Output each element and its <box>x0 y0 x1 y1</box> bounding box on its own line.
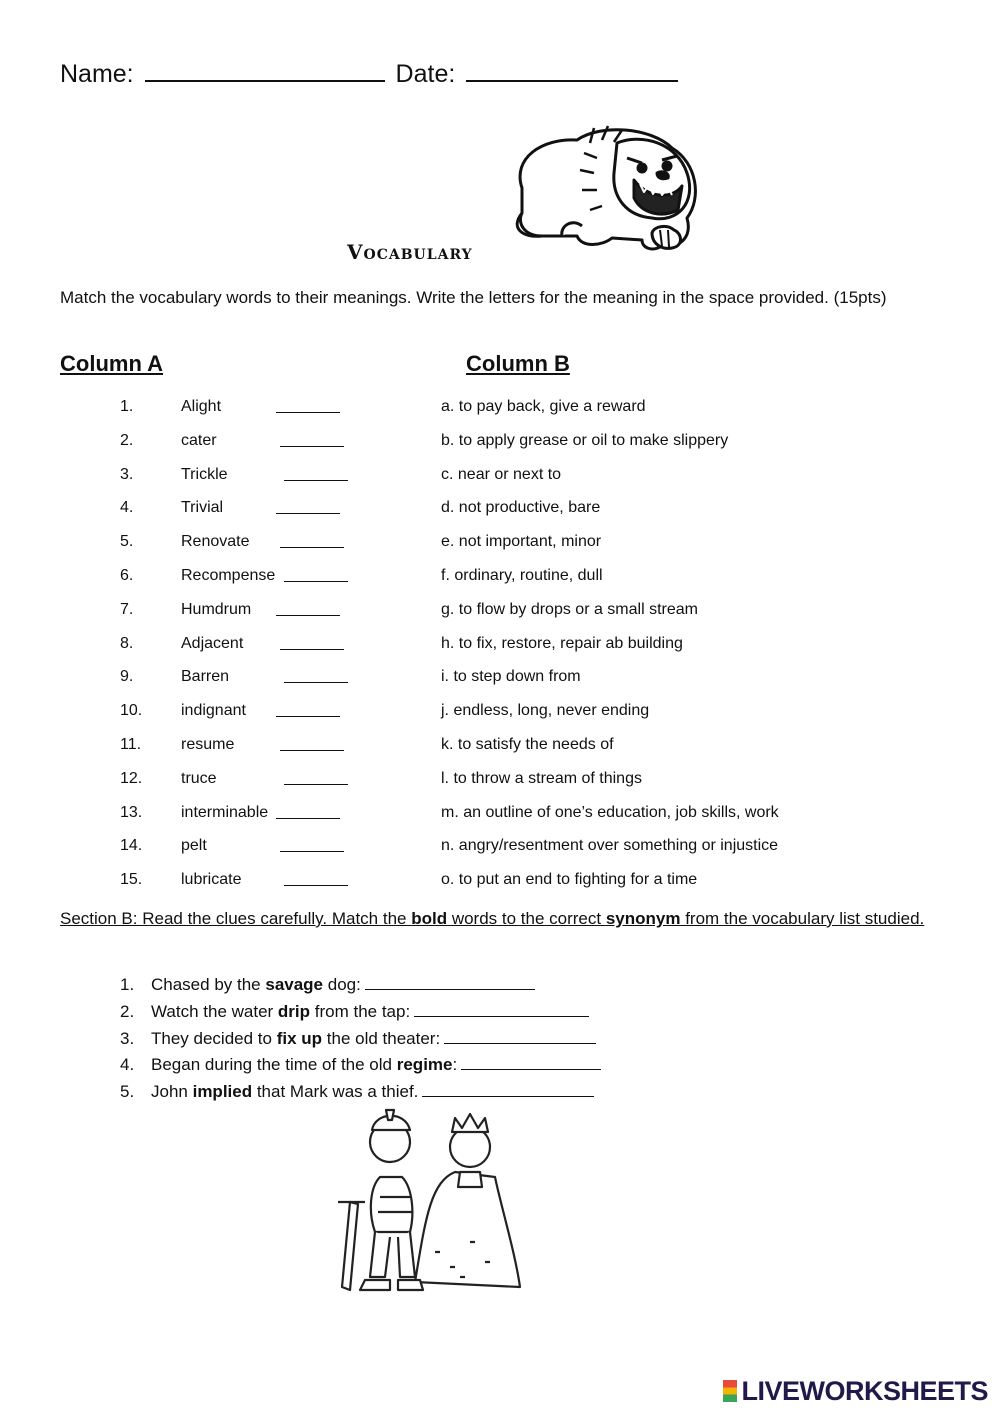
vocab-word: pelt <box>181 837 207 855</box>
vocab-word: Recompense <box>181 567 276 584</box>
item-number: 6. <box>120 567 134 584</box>
matching-row <box>0 837 1000 871</box>
matching-row <box>0 533 1000 567</box>
section-b-bold-2: synonym <box>605 909 681 928</box>
section-b-bold-1: bold <box>411 909 448 928</box>
vocab-word: cater <box>181 431 217 449</box>
meaning-text: b. to apply grease or oil to make slippery <box>441 431 729 449</box>
clue-bold-word: regime <box>396 1055 453 1075</box>
meaning-text: k. to satisfy the needs of <box>441 736 614 753</box>
meaning-text: n. angry/resentment over something or injustice <box>441 837 779 855</box>
item-number: 11. <box>120 736 142 753</box>
clue-item <box>120 1027 596 1049</box>
matching-row <box>0 736 1000 770</box>
meaning-text: g. to flow by drops or a small stream <box>441 600 698 618</box>
item-number: 15. <box>120 871 143 889</box>
item-number: 7. <box>120 600 134 618</box>
prince-princess-illustration <box>320 1102 550 1300</box>
vocab-word: Humdrum <box>181 600 252 618</box>
meaning-text: e. not important, minor <box>441 533 602 551</box>
item-number: 13. <box>120 803 143 821</box>
clue-text-pre: They decided to <box>151 1028 277 1048</box>
worksheet-title: Vocabulary <box>347 240 473 264</box>
clue-number: 5. <box>120 1082 135 1102</box>
clue-text-post: : <box>452 1055 458 1075</box>
footer-brand: LIVEWORKSHEETS <box>741 1376 988 1406</box>
matching-row <box>0 601 1000 635</box>
name-field[interactable] <box>145 58 385 82</box>
item-number: 2. <box>120 431 134 449</box>
meaning-text: h. to fix, restore, repair ab building <box>441 634 683 652</box>
vocab-word: Renovate <box>181 533 250 551</box>
vocab-word: Trivial <box>181 499 224 517</box>
matching-row <box>0 432 1000 466</box>
item-number: 12. <box>120 769 143 787</box>
meaning-text: f. ordinary, routine, dull <box>441 567 603 584</box>
clue-text-post: dog: <box>323 975 361 994</box>
matching-row <box>0 499 1000 533</box>
clue-answer-blank[interactable] <box>461 1053 601 1070</box>
item-number: 10. <box>120 702 143 720</box>
liveworksheets-logo-mark-icon <box>723 1380 737 1402</box>
clue-bold-word: drip <box>277 1001 311 1021</box>
vocab-word: interminable <box>181 803 269 821</box>
section-b-text-1: Section B: Read the clues carefully. Match the <box>60 909 412 928</box>
matching-row <box>0 702 1000 736</box>
bulldog-illustration <box>502 118 712 254</box>
matching-row <box>0 398 1000 432</box>
column-b-heading: Column B <box>466 351 570 376</box>
clue-number: 2. <box>120 1001 135 1021</box>
item-number: 14. <box>120 837 143 855</box>
vocab-word: truce <box>181 769 217 787</box>
vocab-word: Barren <box>181 668 230 686</box>
section-b-instructions <box>60 906 940 932</box>
clue-item <box>120 1000 589 1022</box>
clue-text-pre: John <box>151 1082 193 1102</box>
matching-row <box>0 635 1000 669</box>
clue-bold-word: implied <box>192 1082 253 1102</box>
section-b-text-3: from the vocabulary list studied. <box>680 909 925 928</box>
clue-bold-word: fix up <box>276 1028 323 1048</box>
meaning-text: j. endless, long, never ending <box>441 702 650 720</box>
item-number: 4. <box>120 499 134 517</box>
matching-row <box>0 466 1000 500</box>
clue-item <box>120 1053 601 1075</box>
instructions: Match the vocabulary words to their meanings. Write the letters for the meaning in the space provided. (15pts) <box>60 288 887 307</box>
name-label: Name: <box>60 60 134 88</box>
vocab-word: indignant <box>181 702 246 720</box>
item-number: 5. <box>120 533 134 551</box>
item-number: 9. <box>120 668 134 686</box>
section-b-text-2: words to the correct <box>447 909 606 928</box>
name-date-header <box>60 58 682 89</box>
vocab-word: Adjacent <box>181 634 244 652</box>
vocab-word: Trickle <box>181 465 228 483</box>
column-a-heading: Column A <box>60 351 164 376</box>
liveworksheets-logo <box>723 1376 988 1407</box>
clue-text-post: from the tap: <box>310 1001 411 1021</box>
clue-item <box>120 1080 594 1102</box>
clue-text-pre: Watch the water <box>151 1001 278 1021</box>
item-number: 1. <box>120 398 134 415</box>
clue-text-pre: Began during the time of the old <box>151 1055 397 1075</box>
clue-item <box>120 973 535 995</box>
meaning-text: a. to pay back, give a reward <box>441 398 646 415</box>
vocab-word: resume <box>181 736 235 753</box>
matching-row <box>0 804 1000 838</box>
clue-answer-blank[interactable] <box>365 973 535 990</box>
clue-text-pre: Chased by the <box>151 975 266 994</box>
date-label: Date: <box>395 60 456 88</box>
item-number: 8. <box>120 634 134 652</box>
meaning-text: o. to put an end to fighting for a time <box>441 871 698 889</box>
vocab-word: Alight <box>181 398 222 415</box>
meaning-text: c. near or next to <box>441 465 562 483</box>
meaning-text: d. not productive, bare <box>441 499 601 517</box>
clue-bold-word: savage <box>265 975 324 994</box>
clue-text-post: the old theater: <box>322 1028 441 1048</box>
meaning-text: m. an outline of one’s education, job skills, work <box>441 803 779 821</box>
matching-row <box>0 871 1000 905</box>
clue-answer-blank[interactable] <box>444 1027 596 1044</box>
item-number: 3. <box>120 465 134 483</box>
clue-answer-blank[interactable] <box>414 1000 589 1017</box>
date-field[interactable] <box>466 58 678 82</box>
clue-text-post: that Mark was a thief. <box>252 1082 419 1102</box>
clue-number: 3. <box>120 1028 135 1048</box>
matching-row <box>0 567 1000 601</box>
clue-number: 4. <box>120 1055 135 1075</box>
clue-number: 1. <box>120 975 135 994</box>
clue-answer-blank[interactable] <box>422 1080 594 1097</box>
meaning-text: l. to throw a stream of things <box>441 769 642 787</box>
meaning-text: i. to step down from <box>441 668 581 686</box>
vocab-word: lubricate <box>181 871 242 889</box>
matching-row <box>0 668 1000 702</box>
matching-row <box>0 770 1000 804</box>
